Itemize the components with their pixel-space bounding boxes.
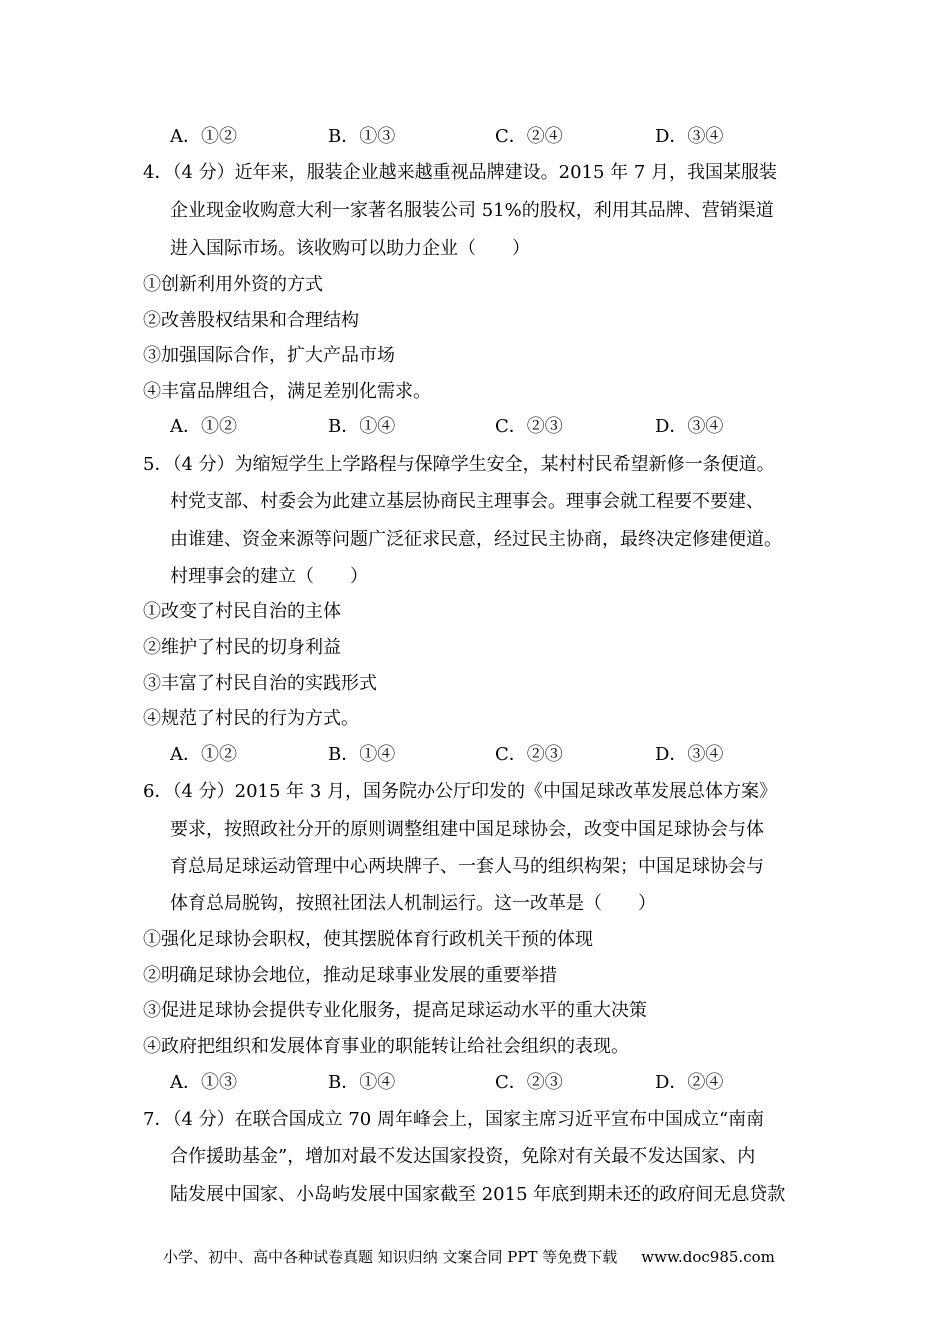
q3-choice-a: A．①② — [170, 126, 237, 147]
q4-stem-line-3: 进入国际市场。该收购可以助力企业（ ） — [170, 238, 530, 259]
q4-option-1: ①创新利用外资的方式 — [143, 274, 323, 295]
q4-option-2: ②改善股权结果和合理结构 — [143, 310, 359, 331]
footer-text: 小学、初中、高中各种试卷真题 知识归纳 文案合同 PPT 等免费下载 — [163, 1248, 618, 1266]
q5-stem-line-4: 村理事会的建立（ ） — [170, 566, 368, 587]
q5-choice-b: B．①④ — [328, 744, 396, 765]
q7-stem-line-3: 陆发展中国家、小岛屿发展中国家截至 2015 年底到期未还的政府间无息贷款 — [170, 1184, 786, 1205]
q6-option-3: ③促进足球协会提供专业化服务，提高足球运动水平的重大决策 — [143, 1000, 647, 1021]
q5-stem-line-2: 村党支部、村委会为此建立基层协商民主理事会。理事会就工程要不要建、 — [170, 491, 764, 512]
q4-stem-line-1: 4．（4 分）近年来，服装企业越来越重视品牌建设。2015 年 7 月，我国某服装 — [143, 162, 778, 183]
q6-option-1: ①强化足球协会职权，使其摆脱体育行政机关干预的体现 — [143, 929, 593, 950]
q4-option-4: ④丰富品牌组合，满足差别化需求。 — [143, 381, 431, 402]
q6-choice-b: B．①④ — [328, 1072, 396, 1093]
q6-stem-line-1: 6．（4 分）2015 年 3 月，国务院办公厅印发的《中国足球改革发展总体方案》 — [143, 781, 778, 802]
q6-choice-a: A．①③ — [170, 1072, 237, 1093]
q4-stem-line-2: 企业现金收购意大利一家著名服装公司 51%的股权，利用其品牌、营销渠道 — [170, 200, 774, 221]
q5-option-2: ②维护了村民的切身利益 — [143, 637, 341, 658]
q6-stem-line-4: 体育总局脱钩，按照社团法人机制运行。这一改革是（ ） — [170, 893, 656, 914]
q6-stem-line-3: 育总局足球运动管理中心两块牌子、一套人马的组织构架；中国足球协会与 — [170, 856, 764, 877]
q7-stem-line-1: 7．（4 分）在联合国成立 70 周年峰会上，国家主席习近平宣布中国成立“南南 — [143, 1109, 765, 1130]
q4-choice-b: B．①④ — [328, 416, 396, 437]
q7-stem-line-2: 合作援助基金”，增加对最不发达国家投资，免除对有关最不发达国家、内 — [170, 1146, 756, 1167]
q5-option-4: ④规范了村民的行为方式。 — [143, 708, 359, 729]
q5-option-3: ③丰富了村民自治的实践形式 — [143, 673, 377, 694]
q4-choice-a: A．①② — [170, 416, 237, 437]
q5-choice-a: A．①② — [170, 744, 237, 765]
q3-choice-c: C．②④ — [495, 126, 563, 147]
q6-option-2: ②明确足球协会地位，推动足球事业发展的重要举措 — [143, 965, 557, 986]
q6-stem-line-2: 要求，按照政社分开的原则调整组建中国足球协会，改变中国足球协会与体 — [170, 819, 764, 840]
q5-choice-d: D．③④ — [655, 744, 724, 765]
q5-option-1: ①改变了村民自治的主体 — [143, 601, 341, 622]
q3-choice-d: D．③④ — [655, 126, 724, 147]
q5-choice-c: C．②③ — [495, 744, 563, 765]
footer-url[interactable]: www.doc985.com — [641, 1248, 775, 1266]
q6-choice-c: C．②③ — [495, 1072, 563, 1093]
q4-option-3: ③加强国际合作，扩大产品市场 — [143, 345, 395, 366]
page-footer — [163, 1246, 775, 1267]
q6-option-4: ④政府把组织和发展体育事业的职能转让给社会组织的表现。 — [143, 1036, 629, 1057]
q3-choice-b: B．①③ — [328, 126, 396, 147]
q4-choice-d: D．③④ — [655, 416, 724, 437]
q5-stem-line-1: 5．（4 分）为缩短学生上学路程与保障学生安全，某村村民希望新修一条便道。 — [143, 454, 775, 475]
q6-choice-d: D．②④ — [655, 1072, 724, 1093]
q5-stem-line-3: 由谁建、资金来源等问题广泛征求民意，经过民主协商，最终决定修建便道。 — [170, 529, 782, 550]
q4-choice-c: C．②③ — [495, 416, 563, 437]
